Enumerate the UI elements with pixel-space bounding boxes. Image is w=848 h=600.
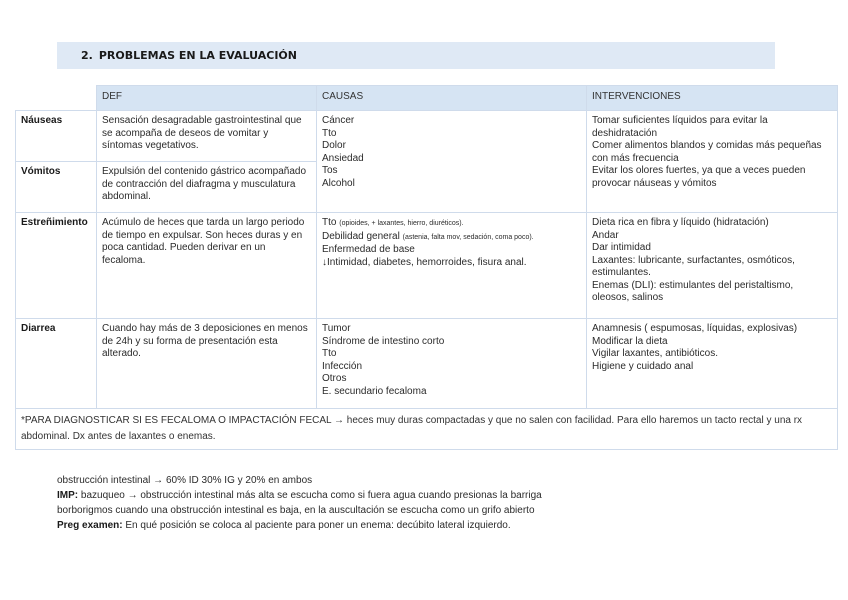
footer-line-preg-examen [57,518,817,533]
causa-item: Alcohol [322,177,355,189]
intervencion-item: Andar [592,229,619,241]
causas-nauseas-vomitos [317,111,587,213]
causa-item: Otros [322,373,347,384]
intervenciones-estrenimiento [587,213,838,319]
row-label-nauseas: Náuseas [16,111,97,162]
intervencion-item: Vigilar laxantes, antibióticos. [592,348,718,359]
intervencion-item: Evitar los olores fuertes, ya que a veces pueden provocar náuseas y vómitos [592,165,806,189]
causa-item: Tto [322,348,337,359]
def-nauseas: Sensación desagradable gastrointestinal que se acompaña de deseos de vomitar y síntomas vegetativos. [97,111,317,162]
header-causas: CAUSAS [317,86,587,111]
intervencion-item: Comer alimentos blandos y comidas más pequeñas con más frecuencia [592,140,822,164]
table-row-estrenimiento [16,213,838,319]
intervencion-item: Higiene y cuidado anal [592,360,694,372]
causa-tto-detail: (opioides, + laxantes, hierro, diuréticos). [339,220,464,227]
row-label-vomitos: Vómitos [16,162,97,213]
preg-examen-label: Preg examen: [57,520,123,531]
imp-label: IMP: [57,490,79,501]
intervencion-item: Enemas (DLI): estimulantes del peristaltismo, oleosos, salinos [592,279,794,303]
def-diarrea: Cuando hay más de 3 deposiciones en menos de 24h y su forma de presentación esta alterado. [97,319,317,409]
evaluation-table [15,85,838,450]
intervencion-item: Tomar suficientes líquidos para evitar la deshidratación [592,115,768,139]
section-title: PROBLEMAS EN LA EVALUACIÓN [98,49,297,62]
causa-item [322,231,581,245]
def-estrenimiento: Acúmulo de heces que tarda un largo periodo de tiempo en expulsar. Son heces duras y en poca cantidad. Pueden derivar en un fecaloma. [97,213,317,319]
intervencion-item: Dieta rica en fibra y líquido (hidratación) [592,217,769,228]
header-blank [16,86,97,111]
table-header-row [16,86,838,111]
causa-tto: Tto [322,217,337,228]
intervencion-item: Anamnesis ( espumosas, líquidas, explosivas) [592,323,798,334]
header-intervenciones: INTERVENCIONES [587,86,838,111]
intervencion-item: Dar intimidad [592,242,651,253]
causa-item: Cáncer [322,115,355,126]
row-label-diarrea: Diarrea [16,319,97,409]
causa-item: Enfermedad de base [322,244,415,255]
footer-line-obstruccion: obstrucción intestinal → 60% ID 30% IG y 20% en ambos [57,475,313,486]
causas-diarrea [317,319,587,409]
intervencion-item: Laxantes: lubricante, surfactantes, osmóticos, estimulantes. [592,254,795,278]
footer-line-borborigmos: borborigmos cuando una obstrucción intestinal es baja, en la auscultación se escucha como un grifo abierto [57,505,535,516]
causa-item: Tos [322,165,338,176]
causa-item: Dolor [322,140,346,151]
causa-item: Tto [322,127,337,139]
preg-examen-text: En qué posición se coloca al paciente para poner un enema: decúbito lateral izquierdo. [122,520,511,531]
table-row-diarrea [16,319,838,409]
causa-item: Síndrome de intestino corto [322,335,445,347]
row-label-estrenimiento: Estreñimiento [16,213,97,319]
section-number: 2. [81,49,93,62]
causa-item: Tumor [322,323,351,334]
intervenciones-diarrea [587,319,838,409]
fecaloma-note: *PARA DIAGNOSTICAR SI ES FECALOMA O IMPACTACIÓN FECAL → heces muy duras compactadas y que no salen con facilidad. Para ello haremos un tacto rectal y una rx abdominal. Dx antes de laxantes o enemas. [16,409,838,450]
causa-item: ↓Intimidad, diabetes, hemorroides, fisura anal. [322,256,527,268]
causa-item: Ansiedad [322,152,364,164]
causa-item [322,217,581,231]
section-header [57,42,775,69]
header-def: DEF [97,86,317,111]
footer-notes [57,473,817,533]
causas-estrenimiento [317,213,587,319]
causa-debilidad: Debilidad general [322,230,400,242]
intervencion-item: Modificar la dieta [592,335,668,347]
table-row-note [16,409,838,450]
def-vomitos: Expulsión del contenido gástrico acompañado de contracción del diafragma y musculatura abdominal. [97,162,317,213]
causa-item: E. secundario fecaloma [322,385,427,397]
footer-line-imp [57,488,817,503]
causa-debilidad-detail: (astenia, falta mov, sedación, coma poco). [402,233,534,241]
intervenciones-nauseas-vomitos [587,111,838,213]
table-row-nauseas [16,111,838,162]
causa-item: Infección [322,360,363,372]
imp-text: bazuqueo → obstrucción intestinal más alta se escucha como si fuera agua cuando presionas la barriga [78,490,542,501]
